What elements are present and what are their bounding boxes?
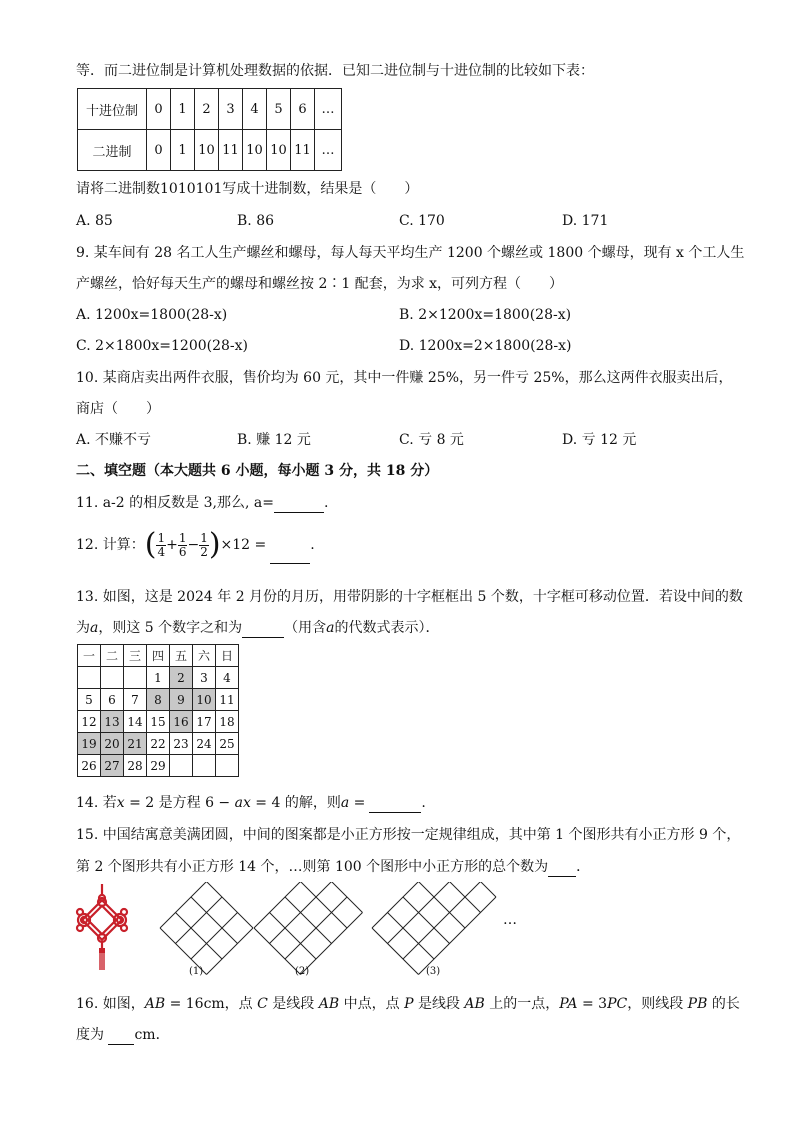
q9-option-b[interactable]: B. 2×1200x=1800(28-x) xyxy=(399,307,572,323)
q13-line2: 为a，则这 5 个数字之和为 （用含a的代数式表示）． xyxy=(76,620,440,636)
lattice-line xyxy=(403,897,450,944)
lattice-line xyxy=(254,928,301,975)
figure-label-1: (1) xyxy=(189,966,204,977)
calendar-cell: 16 xyxy=(170,711,193,733)
calendar-cell: 27 xyxy=(101,755,124,777)
q14: 14. 若x = 2 是方程 6 − ax = 4 的解，则a = . xyxy=(76,795,426,811)
q10-line2: 商店（ ） xyxy=(76,401,160,417)
answer-blank[interactable] xyxy=(108,1026,134,1045)
calendar-cell: 3 xyxy=(193,667,216,689)
q12-times: ×12 = xyxy=(220,537,267,553)
calendar-cell: 19 xyxy=(78,733,101,755)
calendar-cell: 9 xyxy=(170,689,193,711)
lattice-line xyxy=(285,897,332,944)
calendar-cell: 2 xyxy=(170,667,193,689)
fraction: $\frac{1}{6}$ xyxy=(178,530,187,559)
calendar-row xyxy=(78,689,239,711)
calendar-day-header: 六 xyxy=(193,645,216,667)
ellipsis: … xyxy=(503,912,517,928)
q9-line1: 9. 某车间有 28 名工人生产螺丝和螺母，每人每天平均生产 1200 个螺丝或 1800 个螺母，现有 x 个工人生 xyxy=(76,245,745,261)
lattice-line xyxy=(207,928,254,975)
q12-prefix: 12. 计算： xyxy=(76,537,145,553)
q16-line2: 度为 cm． xyxy=(76,1027,170,1043)
table-cell: 5 xyxy=(267,89,291,130)
lattice-line xyxy=(316,882,363,913)
q10-option-a[interactable]: A. 不赚不亏 xyxy=(76,432,152,448)
calendar-cell: 26 xyxy=(78,755,101,777)
q8-option-b[interactable]: B. 86 xyxy=(237,213,275,229)
q8-option-d[interactable]: D. 171 xyxy=(562,213,609,229)
lattice-line xyxy=(403,882,481,959)
fraction: $\frac{1}{4}$ xyxy=(157,530,166,559)
row-label: 二进制 xyxy=(78,130,147,171)
calendar-cell: 29 xyxy=(147,755,170,777)
table-cell: 10 xyxy=(267,130,291,171)
square-pattern-figures xyxy=(150,882,670,982)
calendar-cell: 25 xyxy=(216,733,239,755)
q10-option-b[interactable]: B. 赚 12 元 xyxy=(237,432,311,448)
q13-line1: 13. 如图，这是 2024 年 2 月份的月历，用带阴影的十字框框出 5 个数，十字框可移动位置．若设中间的数 xyxy=(76,589,743,605)
calendar-cell: 7 xyxy=(124,689,147,711)
left-paren: ( xyxy=(144,527,157,562)
calendar-day-header: 日 xyxy=(216,645,239,667)
calendar-cell xyxy=(78,667,101,689)
calendar-cell: 18 xyxy=(216,711,239,733)
answer-blank[interactable] xyxy=(548,858,576,877)
calendar-cell: 6 xyxy=(101,689,124,711)
binary-decimal-table xyxy=(77,88,342,171)
q15-line2: 第 2 个图形共有小正方形 14 个，…则第 100 个图形中小正方形的总个数为 ． xyxy=(76,859,591,875)
answer-blank[interactable] xyxy=(270,527,310,564)
table-cell: 11 xyxy=(291,130,315,171)
lattice-line xyxy=(388,913,435,960)
table-cell: 0 xyxy=(147,130,171,171)
calendar-day-header: 一 xyxy=(78,645,101,667)
calendar-cell: 14 xyxy=(124,711,147,733)
intro-line: 等．而二进位制是计算机处理数据的依据．已知二进位制与十进位制的比较如下表： xyxy=(76,63,594,79)
calendar-row xyxy=(78,711,239,733)
calendar-cell: 4 xyxy=(216,667,239,689)
table-cell: 10 xyxy=(195,130,219,171)
lattice-line xyxy=(270,913,317,960)
table-cell: 11 xyxy=(219,130,243,171)
lattice-line xyxy=(434,882,481,913)
q9-option-c[interactable]: C. 2×1800x=1200(28-x) xyxy=(76,338,248,354)
calendar-day-header: 四 xyxy=(147,645,170,667)
calendar-cell: 11 xyxy=(216,689,239,711)
calendar-cell xyxy=(170,755,193,777)
calendar-cell: 8 xyxy=(147,689,170,711)
table-cell: 1 xyxy=(171,89,195,130)
calendar-header xyxy=(78,645,239,667)
q16-line1: 16. 如图，AB = 16cm，点 C 是线段 AB 中点，点 P 是线段 AB 上的一点，PA = 3PC，则线段 PB 的长 xyxy=(76,996,740,1012)
table-cell: … xyxy=(315,89,342,130)
calendar-row xyxy=(78,667,239,689)
q9-line2: 产螺丝，恰好每天生产的螺母和螺丝按 2∶1 配套，为求 x，可列方程（ ） xyxy=(76,276,564,292)
table-cell: … xyxy=(315,130,342,171)
answer-blank[interactable] xyxy=(242,619,284,638)
table-row xyxy=(78,130,342,171)
lattice-line xyxy=(176,897,223,944)
q8-option-a[interactable]: A. 85 xyxy=(76,213,113,229)
q9-option-d[interactable]: D. 1200x=2×1800(28-x) xyxy=(399,338,572,354)
calendar-cell xyxy=(124,667,147,689)
table-cell: 0 xyxy=(147,89,171,130)
lattice-line xyxy=(419,897,497,975)
calendar-cell: 21 xyxy=(124,733,147,755)
lattice-line xyxy=(176,913,223,960)
lattice-line xyxy=(254,882,316,928)
calendar-day-header: 二 xyxy=(101,645,124,667)
fraction: $\frac{1}{2}$ xyxy=(200,530,208,559)
lattice-line xyxy=(372,928,419,975)
calendar-cell: 28 xyxy=(124,755,147,777)
q12-tail: . xyxy=(310,537,315,553)
calendar-cell xyxy=(193,755,216,777)
answer-blank[interactable] xyxy=(274,494,324,513)
table-cell: 3 xyxy=(219,89,243,130)
calendar-cell xyxy=(216,755,239,777)
figure-label-2: (2) xyxy=(295,966,310,977)
table-cell: 2 xyxy=(195,89,219,130)
table-cell: 4 xyxy=(243,89,267,130)
q10-option-c[interactable]: C. 亏 8 元 xyxy=(399,432,464,448)
calendar-cell xyxy=(101,667,124,689)
q10-line1: 10. 某商店卖出两件衣服，售价均为 60 元，其中一件赚 25%，另一件亏 25%，那么这两件衣服卖出后， xyxy=(76,370,733,386)
q11-tail: . xyxy=(323,495,329,511)
q15-line1: 15. 中国结寓意美满团圆，中间的图案都是小正方形按一定规律组成，其中第 1 个图形共有小正方形 9 个， xyxy=(76,827,741,843)
calendar-row xyxy=(78,733,239,755)
right-paren: ) xyxy=(208,527,221,562)
calendar-row xyxy=(78,755,239,777)
table-cell: 10 xyxy=(243,130,267,171)
calendar-cell: 22 xyxy=(147,733,170,755)
table-row xyxy=(78,89,342,130)
q11 xyxy=(76,494,328,513)
calendar-cell: 1 xyxy=(147,667,170,689)
q8-question: 请将二进制数1010101写成十进制数，结果是（ ） xyxy=(76,181,419,197)
answer-blank[interactable] xyxy=(369,794,421,813)
calendar-cell: 12 xyxy=(78,711,101,733)
february-calendar xyxy=(77,644,239,777)
lattice-line xyxy=(388,882,466,944)
chinese-knot-icon xyxy=(72,884,132,972)
section-title: 二、填空题（本大题共 6 小题，每小题 3 分，共 18 分） xyxy=(76,463,439,479)
calendar-day-header: 五 xyxy=(170,645,193,667)
figure-label-3: (3) xyxy=(426,966,441,977)
q11-text: 11. a-2 的相反数是 3,那么, a= xyxy=(76,495,274,511)
calendar-cell: 13 xyxy=(101,711,124,733)
row-label: 十进位制 xyxy=(78,89,147,130)
calendar-cell: 10 xyxy=(193,689,216,711)
calendar-day-header: 三 xyxy=(124,645,147,667)
table-cell: 6 xyxy=(291,89,315,130)
lattice-line xyxy=(191,897,238,944)
calendar-cell: 20 xyxy=(101,733,124,755)
calendar-cell: 24 xyxy=(193,733,216,755)
lattice-line xyxy=(191,913,238,960)
q9-option-a[interactable]: A. 1200x=1800(28-x) xyxy=(76,307,228,323)
calendar-cell: 5 xyxy=(78,689,101,711)
q10-option-d[interactable]: D. 亏 12 元 xyxy=(562,432,637,448)
calendar-cell: 17 xyxy=(193,711,216,733)
calendar-cell: 15 xyxy=(147,711,170,733)
calendar-cell: 23 xyxy=(170,733,193,755)
q12: 12. 计算：( $\frac{1}{4}$ + $\frac{1}{6}$ − $\frac{1}{2}$ )×12 = . xyxy=(76,527,315,562)
table-cell: 1 xyxy=(171,130,195,171)
q8-option-c[interactable]: C. 170 xyxy=(399,213,445,229)
